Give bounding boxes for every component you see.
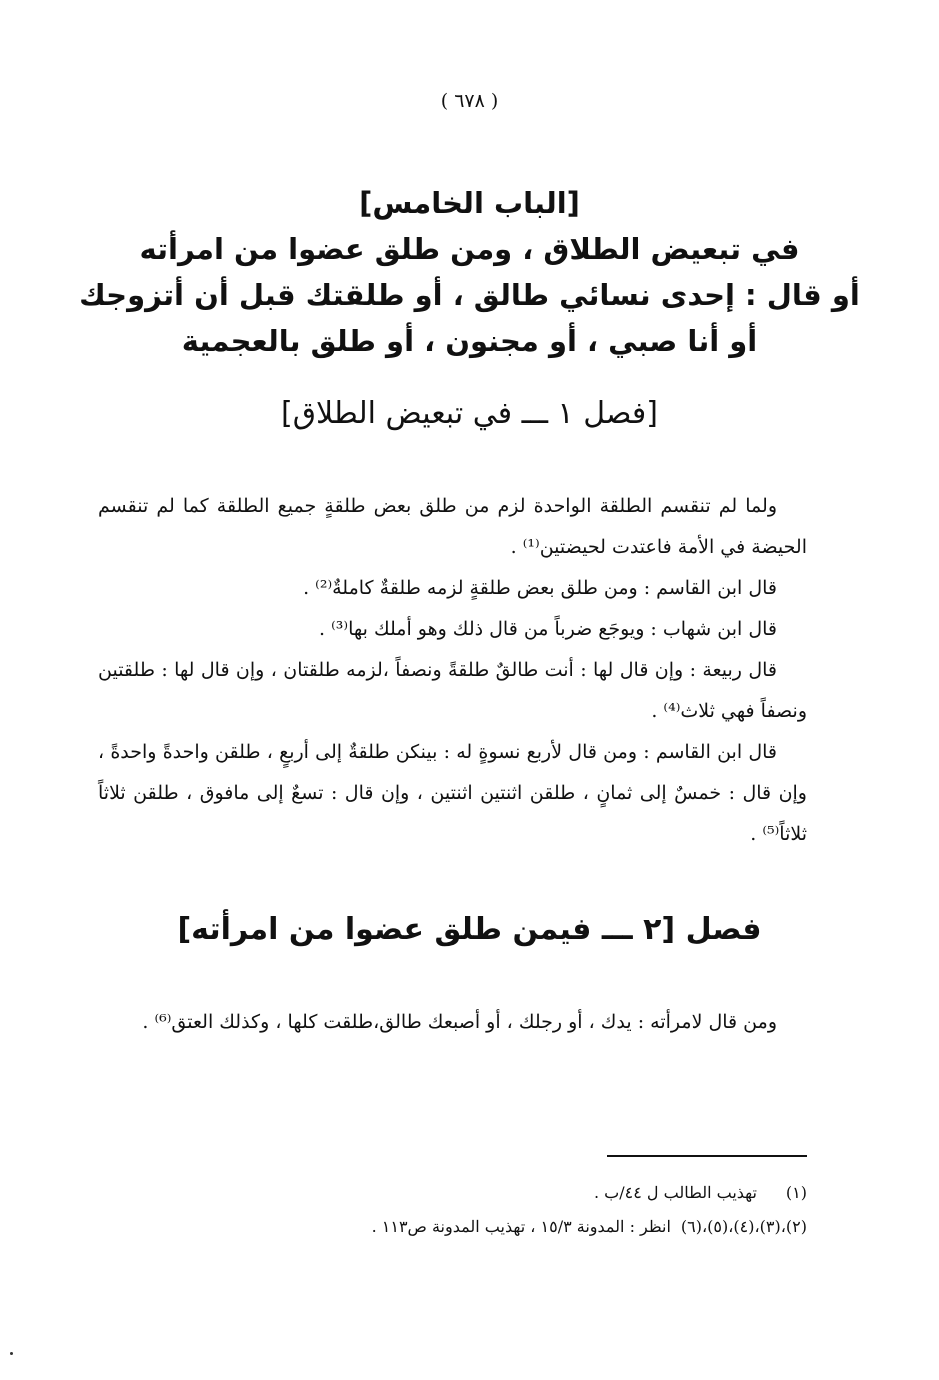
paragraph: قال ابن القاسم : ومن طلق بعض طلقةٍ لزمه طلقةٌ كاملةٌ⁽²⁾ . [303, 577, 777, 599]
chapter-label: [الباب الخامس] [359, 186, 580, 220]
scan-speck [10, 1352, 13, 1355]
footnote-text: تهذيب الطالب ل ٤٤/ب . [594, 1183, 757, 1202]
section-2-title: فصل [٢ ـــ فيمن طلق عضوا من امرأته] [177, 912, 762, 947]
paragraph: ولما لم تنقسم الطلقة الواحدة لزم من طلق بعض طلقةٍ جميع الطلقة كما لم تنقسم الحيضة في الأمة فاعتدت لحيضتين⁽¹⁾ . [98, 495, 807, 558]
paragraph: قال ابن شهاب : ويوجَع ضرباً من قال ذلك وهو أملك بها⁽³⁾ . [319, 618, 777, 640]
footnote-divider [607, 1155, 807, 1157]
footnote [98, 1176, 807, 1210]
footnote-mark: (٢)،(٣)،(٤)،(٥)،(٦) [680, 1217, 807, 1236]
footnote-text: انظر : المدونة ١٥/٣ ، تهذيب المدونة ص١١٣ . [371, 1217, 671, 1236]
page-number: ( ٦٧٨ ) [440, 90, 499, 112]
paragraph: قال ابن القاسم : ومن قال لأربع نسوةٍ له : بينكن طلقةٌ إلى أربعٍ ، طلقن واحدةً واحدةً ، وإن قال : خمسٌ إلى ثمانٍ ، طلقن اثنتين اثنتين ، وإن قال : تسعٌ إلى مافوق ، طلقن ثلاثاً ثلاثاً⁽⁵⁾ . [98, 741, 807, 845]
chapter-title-line-1: في تبعيض الطلاق ، ومن طلق عضوا من امرأته [139, 232, 800, 266]
section-1-title: [فصل ١ ـــ في تبعيض الطلاق] [281, 396, 658, 431]
section-1-body [98, 486, 807, 855]
chapter-title-line-2: أو قال : إحدى نسائي طالق ، أو طلقتك قبل أن أتزوجك [79, 278, 860, 312]
footnotes [98, 1176, 807, 1244]
footnote [98, 1210, 807, 1244]
chapter-title-line-3: أو أنا صبي ، أو مجنون ، أو طلق بالعجمية [181, 324, 758, 358]
chapter-heading [60, 180, 879, 364]
paragraph: قال ربيعة : وإن قال لها : أنت طالقٌ طلقةً ونصفاً ،لزمه طلقتان ، وإن قال لها : طلقتين ونصفاً فهي ثلاث⁽⁴⁾ . [98, 659, 807, 722]
footnote-mark: (١) [785, 1183, 807, 1202]
section-2-body [98, 1002, 807, 1043]
paragraph: ومن قال لامرأته : يدك ، أو رجلك ، أو أصبعك طالق،طلقت كلها ، وكذلك العتق⁽⁶⁾ . [142, 1011, 777, 1033]
